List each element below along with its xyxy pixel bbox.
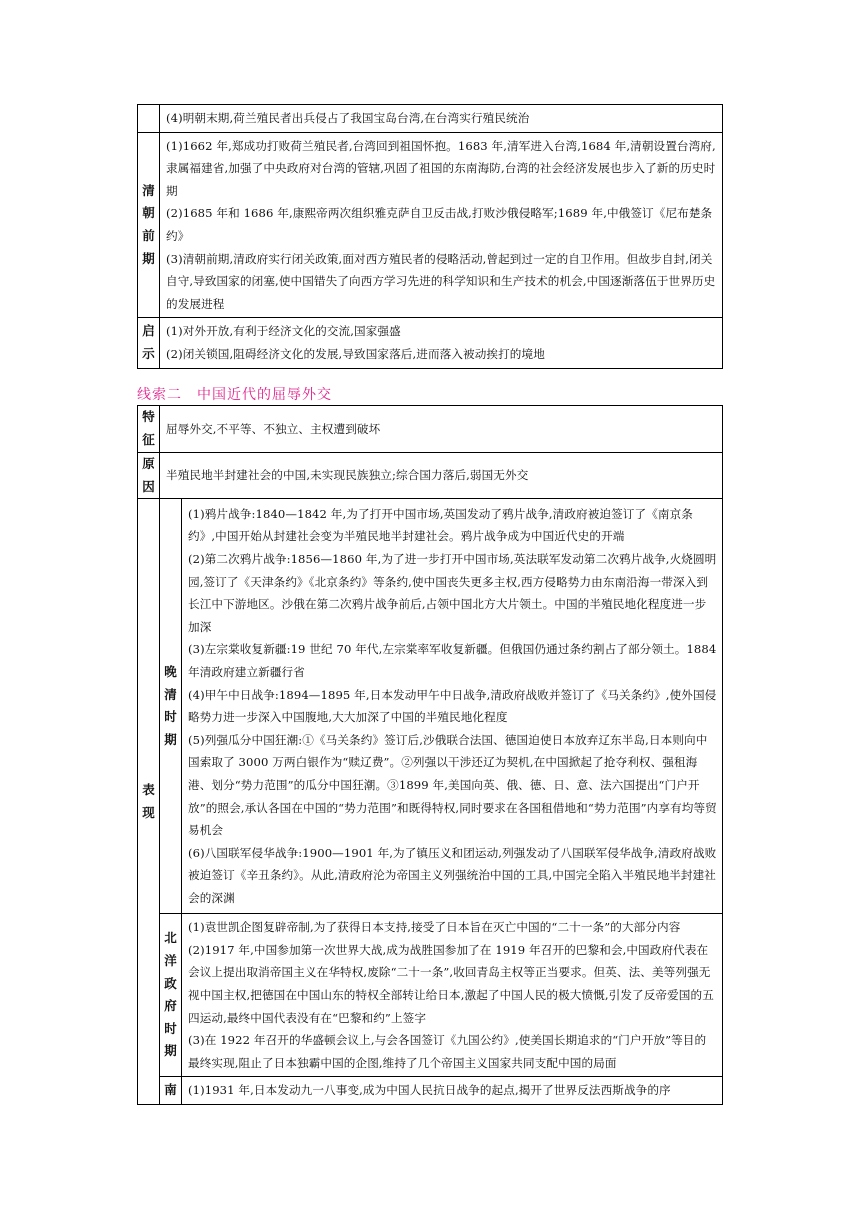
- beiyang-label: 北 洋 政 府 时 期: [164, 930, 177, 1059]
- ming-text-cell: [160, 105, 723, 133]
- qing-label: 清 朝 前 期: [142, 182, 155, 266]
- wanqing-text: (1)鸦片战争:1840—1842 年,为了打开中国市场,英国发动了鸦片战争,清政府被迫签订了《南京条约》,中国开始从封建社会变为半殖民地半封建社会。鸦片战争成为中国近代史的开端 (2)第二次鸦片战争:1856—1860 年,为了进一步打开中国市场,英法联军发动第二次鸦片战争,火烧圆明园,签订了《天津条约》《北京条约》等条约,使中国丧失更多主权,西方侵略势力由东南沿海一带深入到长江中下游地区。沙俄在第二次鸦片战争前后,占领中国北方大片领土。中国的半殖民地化程度进一步加深 (3)左宗棠收复新疆:19 世纪 70 年代,左宗棠率军收复新疆。但俄国仍通过条约割占了部分领土。1884 年清政府建立新疆行省 (4)甲午中日战争:1894—1895 年,日本发动甲午中日战争,清政府战败并签订了《马关条约》,使外国侵略势力进一步深入中国腹地,大大加深了中国的半殖民地化程度 (5)列强瓜分中国狂潮:①《马关条约》签订后,沙俄联合法国、德国迫使日本放弃辽东半岛,日本则向中国索取了 3000 万两白银作为“赎辽费”。②列强以干涉还辽为契机,在中国掀起了抢夺利权、强租海港、划分“势力范围”的瓜分中国狂潮。③1899 年,美国向英、俄、德、日、意、法六国提出“门户开放”的照会,承认各国在中国的“势力范围”和既得特权,同时要求在各国租借地和“势力范围”内享有均等贸易机会 (6)八国联军侵华战争:1900—1901 年,为了镇压义和团运动,列强发动了八国联军侵华战争,清政府战败被迫签订《辛丑条约》。从此,清政府沦为帝国主义列强统治中国的工具,中国完全陷入半殖民地半封建社会的深渊: [188, 506, 717, 905]
- tezheng-label: 特 征: [142, 409, 155, 447]
- nan-text-cell: [182, 1077, 723, 1105]
- nan-label: 南: [164, 1082, 177, 1098]
- qishi-text: (1)对外开放,有利于经济文化的交流,国家强盛 (2)闭关锁国,阻碍经济文化的发展,导致国家落后,进而落入被动挨打的境地: [166, 324, 545, 361]
- tezheng-label-cell: [138, 406, 160, 453]
- yuanyin-text-cell: [160, 453, 723, 499]
- beiyang-text-cell: [182, 914, 723, 1077]
- qing-text-cell: [160, 132, 723, 318]
- nan-label-cell: [160, 1077, 182, 1105]
- qishi-label-cell: [138, 318, 160, 368]
- qishi-label: 启 示: [142, 323, 155, 361]
- biaoxian-label-cell: [138, 499, 160, 1105]
- beiyang-text: (1)袁世凯企图复辟帝制,为了获得日本支持,接受了日本旨在灭亡中国的“二十一条”的大部分内容 (2)1917 年,中国参加第一次世界大战,成为战胜国参加了在 1919 年召开的巴黎和会,中国政府代表在会议上提出取消帝国主义在华特权,废除“二十一条”,收回青岛主权等正当要求。但英、法、美等列强无视中国主权,把德国在中国山东的特权全部转让给日本,激起了中国人民的极大愤慨,引发了反帝爱国的五四运动,最终中国代表没有在“巴黎和约”上签字 (3)在 1922 年召开的华盛顿会议上,与会各国签订《九国公约》,使美国长期追求的“门户开放”等目的最终实现,阻止了日本独霸中国的企图,维持了几个帝国主义国家共同支配中国的局面: [188, 920, 714, 1070]
- yuanyin-text: 半殖民地半封建社会的中国,未实现民族独立;综合国力落后,弱国无外交: [166, 468, 529, 483]
- beiyang-label-cell: [160, 914, 182, 1077]
- tezheng-text-cell: [160, 406, 723, 453]
- table-1: [137, 104, 723, 369]
- ming-label-cell: [138, 105, 160, 133]
- wanqing-label: 晚 清 时 期: [164, 664, 177, 747]
- table-2: [137, 405, 723, 1105]
- section-title: 线索二 中国近代的屈辱外交: [137, 387, 332, 403]
- qing-text: (1)1662 年,郑成功打败荷兰殖民者,台湾回到祖国怀抱。1683 年,清军进入台湾,1684 年,清朝设置台湾府,隶属福建省,加强了中央政府对台湾的管辖,巩固了祖国的东南海防,台湾的社会经济发展也步入了新的历史时期 (2)1685 年和 1686 年,康熙帝两次组织雅克萨自卫反击战,打败沙俄侵略军;1689 年,中俄签订《尼布楚条约》 (3)清朝前期,清政府实行闭关政策,面对西方殖民者的侵略活动,曾起到过一定的自卫作用。但故步自封,闭关自守,导致国家的闭塞,使中国错失了向西方学习先进的科学知识和生产技术的机会,中国逐渐落伍于世界历史的发展进程: [166, 138, 716, 311]
- yuanyin-label-cell: [138, 453, 160, 499]
- biaoxian-label: 表 现: [142, 781, 155, 820]
- ming-text: (4)明朝末期,荷兰殖民者出兵侵占了我国宝岛台湾,在台湾实行殖民统治: [166, 111, 530, 125]
- yuanyin-label: 原 因: [142, 456, 155, 494]
- wanqing-label-cell: [160, 499, 182, 914]
- qishi-text-cell: [160, 318, 723, 368]
- nan-text: (1)1931 年,日本发动九一八事变,成为中国人民抗日战争的起点,揭开了世界反法西斯战争的序: [188, 1083, 671, 1098]
- tezheng-text: 屈辱外交,不平等、不独立、主权遭到破坏: [166, 421, 381, 436]
- wanqing-text-cell: [182, 499, 723, 914]
- qing-label-cell: [138, 132, 160, 318]
